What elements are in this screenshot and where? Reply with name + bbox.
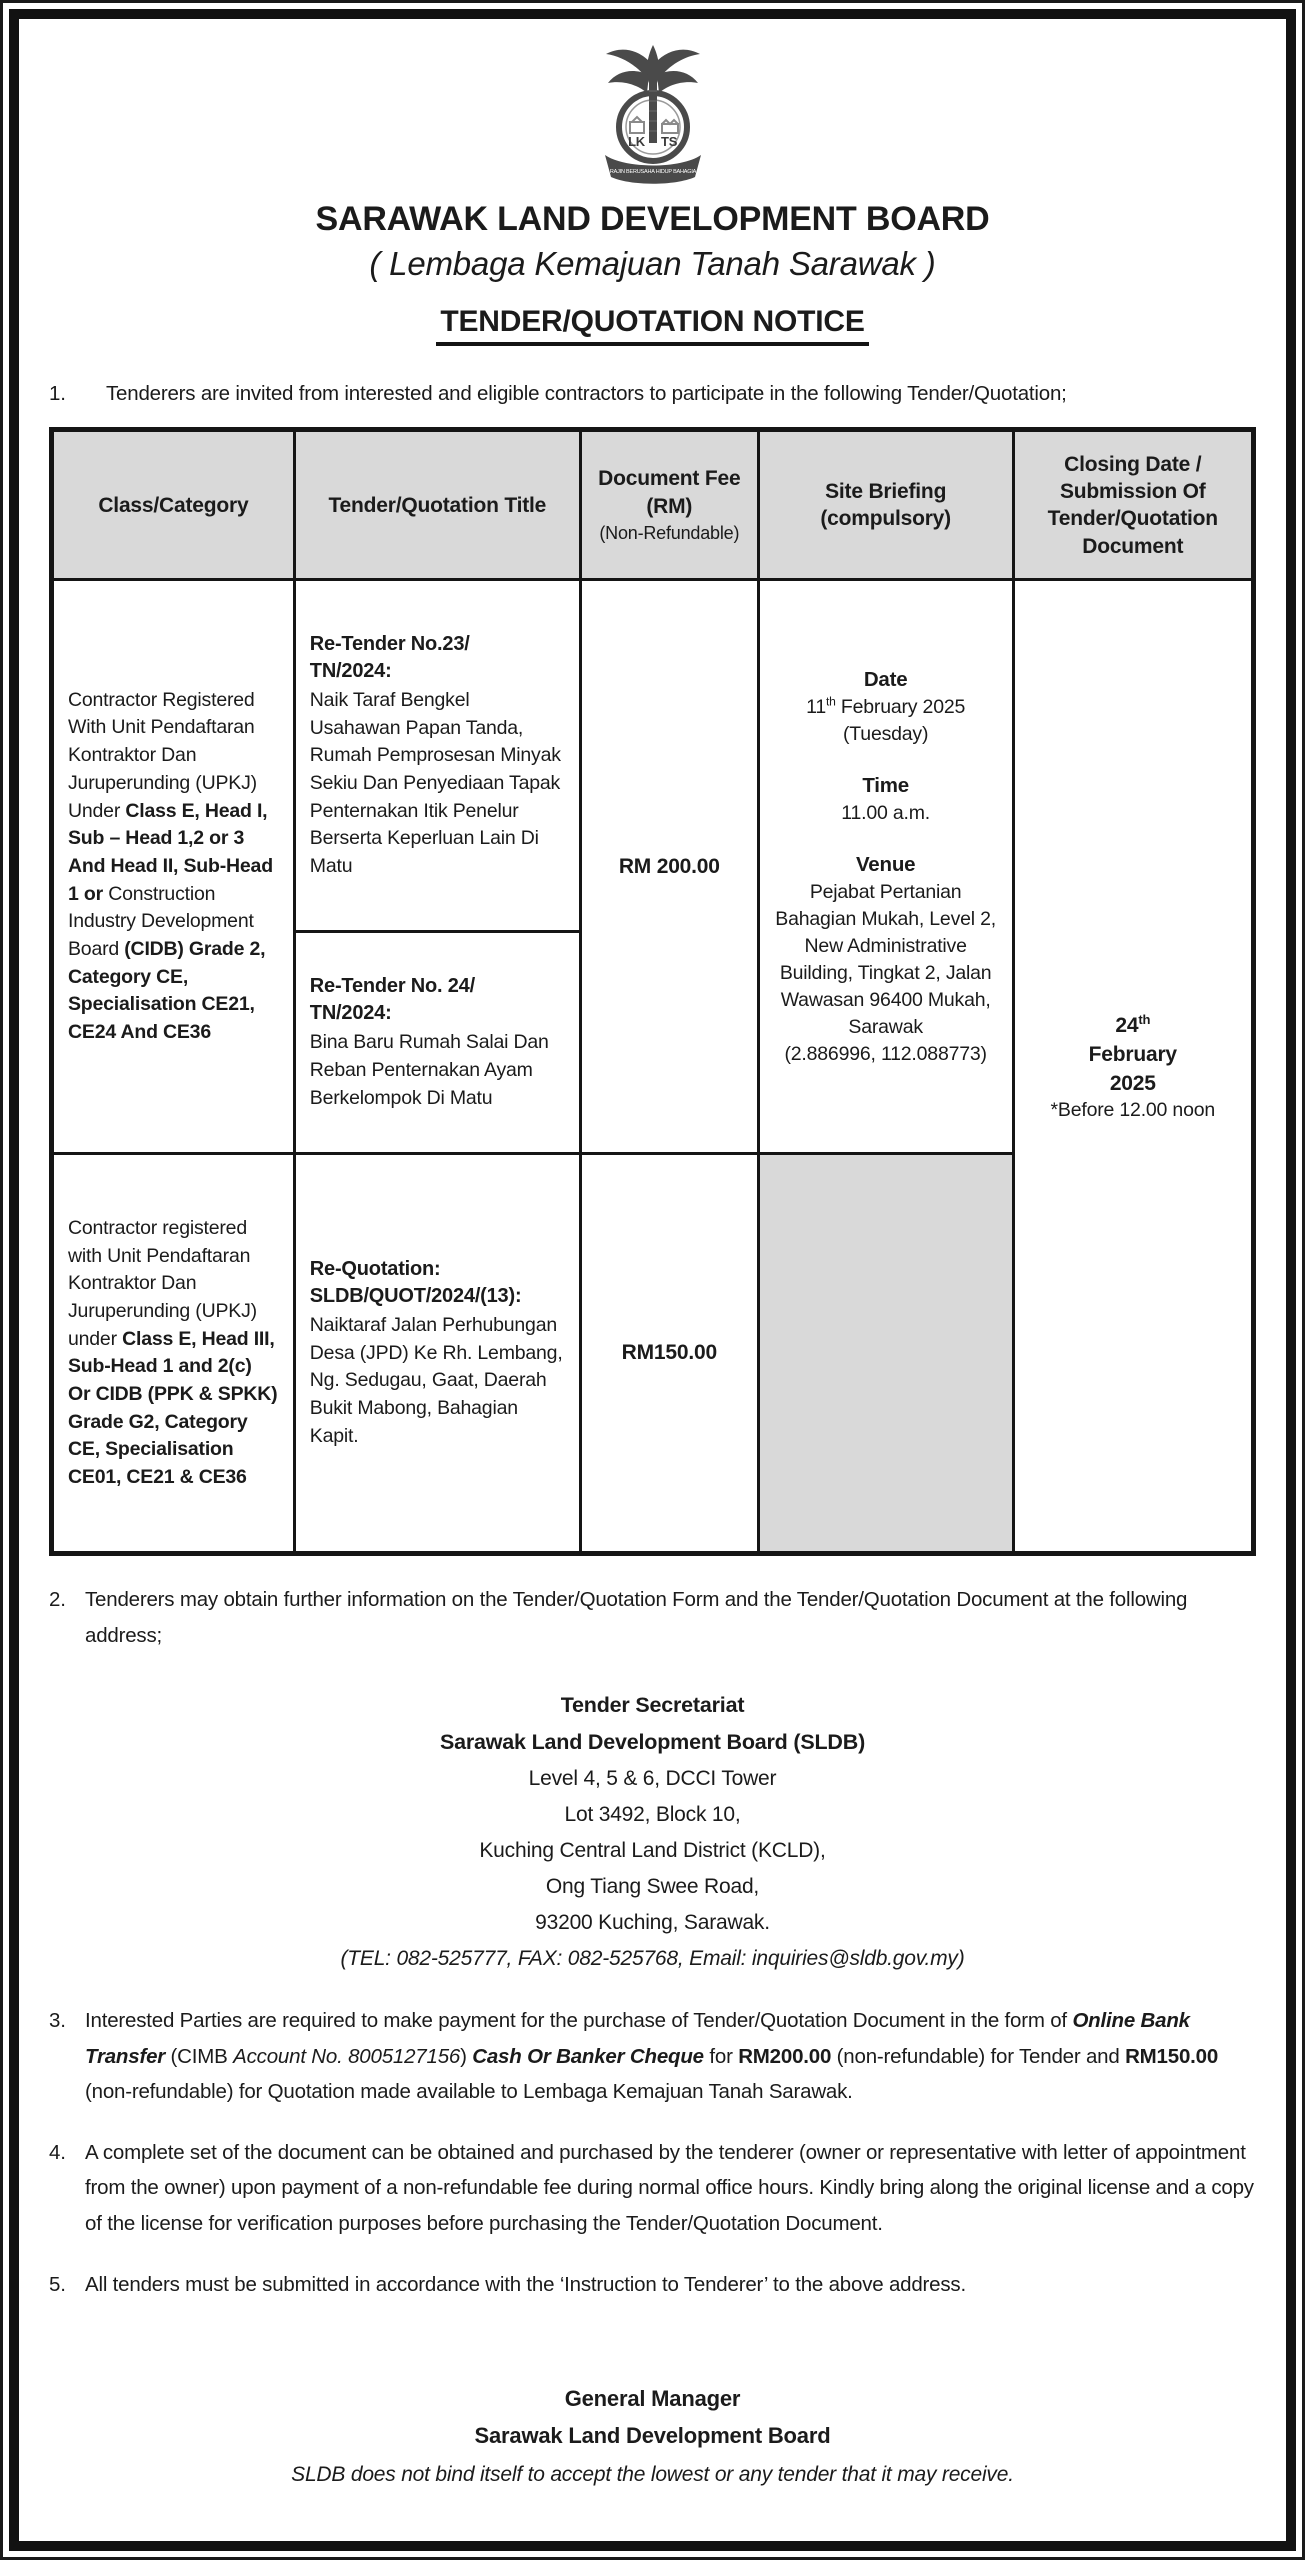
item3-paren-close: ) [460, 2044, 473, 2068]
item4-text: A complete set of the document can be obtained and purchased by the tenderer (owner or representative with letter of appointment from the owner) upon payment of a non-refundable fee during normal office hours. Kindly bring along the original license and a copy of the license for verification purposes before purchasing the Tender/Quotation Document. [85, 2141, 1254, 2235]
sldb-logo [593, 43, 713, 196]
retender24-description: Bina Baru Rumah Salai Dan Reban Penternakan Ayam Berkelompok Di Matu [309, 1031, 549, 1109]
footer-signatory-org: Sarawak Land Development Board [474, 2423, 831, 2449]
class1-bold2: (CIDB) Grade 2, Category CE, Specialisation CE21, CE24 And CE36 [68, 937, 266, 1044]
date-rest: February 2025 [835, 696, 966, 719]
intro-item [49, 376, 1256, 411]
table-header-row [52, 430, 1254, 580]
footer-signatory-title: General Manager [564, 2386, 741, 2412]
briefing-time-value: 11.00 a.m. [841, 802, 930, 825]
briefing-venue-value: Pejabat Pertanian Bahagian Mukah, Level 2, New Administrative Building, Tingkat 2, Jalan Wawasan 96400 Mukah, Sarawak [775, 881, 996, 1038]
closing-month: February [1088, 1043, 1177, 1067]
item3-cash-cheque: Cash Or Banker Cheque [472, 2044, 704, 2068]
class-category-cell-2 [52, 1154, 295, 1554]
item2-text: Tenderers may obtain further information on the Tender/Quotation Form and the Tender/Quotation Document at the following address; [85, 1588, 1188, 1647]
col-header-document-fee [580, 430, 758, 580]
closing-note: *Before 12.00 noon [1050, 1098, 1216, 1121]
briefing-time-label: Time [862, 773, 909, 797]
title-cell-retender-23 [294, 580, 580, 932]
address-line: Lot 3492, Block 10, [564, 1802, 741, 1826]
briefing-date-block [770, 666, 1002, 748]
date-day: 11 [806, 696, 826, 719]
retender24-ref2: TN/2024: [309, 1002, 392, 1025]
class1-text2: Construction Industry Development Board [68, 882, 254, 960]
item-number: 5. [49, 2272, 66, 2296]
briefing-date-label: Date [863, 667, 908, 691]
requotation-ref1: Re-Quotation: [309, 1258, 441, 1281]
retender23-ref2: TN/2024: [309, 659, 392, 682]
item3-fee-quotation: RM150.00 [1125, 2044, 1219, 2068]
requotation-description: Naiktaraf Jalan Perhubungan Desa (JPD) Ke Rh. Lembang, Ng. Sedugau, Gaat, Daerah Bukit Mabong, Bahagian Kapit. [309, 1314, 563, 1447]
briefing-weekday: (Tuesday) [843, 722, 929, 745]
address-line: Kuching Central Land District (KCLD), [479, 1838, 826, 1862]
retender24-ref1: Re-Tender No. 24/ [309, 975, 475, 998]
item5-text: All tenders must be submitted in accordance with the ‘Instruction to Tenderer’ to the above address. [85, 2272, 966, 2296]
item3-paren-open: (CIMB [165, 2044, 234, 2068]
logo-monogram-left: LK [627, 134, 645, 149]
briefing-date-value [770, 694, 1002, 721]
address-line: Level 4, 5 & 6, DCCI Tower [528, 1766, 777, 1790]
item-number: 4. [49, 2141, 66, 2165]
col-header-site-briefing [758, 430, 1013, 580]
class2-bold: Class E, Head III, Sub-Head 1 and 2(c) Or CIDB (PPK & SPKK) Grade G2, Category CE, Specialisation CE01, CE21 & CE36 [68, 1327, 278, 1488]
item3-tail: (non-refundable) for Quotation made available to Lembaga Kemajuan Tanah Sarawak. [85, 2079, 853, 2103]
fee-header-line2: (RM) [646, 494, 693, 518]
item3-mid: (non-refundable) for Tender and [831, 2044, 1126, 2068]
address-secretariat: Tender Secretariat [560, 1692, 745, 1717]
address-org: Sarawak Land Development Board (SLDB) [439, 1729, 866, 1754]
closing-date-cell [1013, 580, 1253, 1554]
fee-header-line1: Document Fee [598, 467, 741, 491]
org-name-native: ( Lembaga Kemajuan Tanah Sarawak ) [369, 245, 936, 282]
intro-text: Tenderers are invited from interested and eligible contractors to participate in the following Tender/Quotation; [106, 382, 1067, 405]
document-footer [49, 2380, 1256, 2492]
item-4 [49, 2135, 1256, 2241]
requotation-ref2: SLDB/QUOT/2024/(13): [309, 1285, 522, 1308]
class2-text: Contractor registered with Unit Pendaftaran Kontraktor Dan Juruperunding (UPKJ) under [68, 1216, 257, 1350]
item-5 [49, 2267, 1256, 2302]
closing-day [1023, 1011, 1243, 1040]
logo-monogram-right: TS [660, 134, 677, 149]
item3-lead: Interested Parties are required to make payment for the purchase of Tender/Quotation Document in the form of [85, 2009, 1073, 2033]
closing-day-ordinal: th [1138, 1011, 1151, 1027]
tender-table [49, 427, 1256, 1556]
org-name: SARAWAK LAND DEVELOPMENT BOARD [315, 200, 990, 238]
palm-tree-emblem-icon [593, 43, 713, 191]
site-briefing-cell [758, 580, 1013, 1154]
retender23-ref1: Re-Tender No.23/ [309, 632, 470, 655]
item-2 [49, 1582, 1256, 1653]
class1-bold: Class E, Head I, Sub – Head 1,2 or 3 And Head II, Sub-Head 1 or [68, 799, 273, 905]
address-contact: (TEL: 082-525777, FAX: 082-525768, Email: inquiries@sldb.gov.my) [340, 1947, 965, 1971]
footer-disclaimer: SLDB does not bind itself to accept the lowest or any tender that it may receive. [291, 2462, 1014, 2486]
table-row [52, 580, 1254, 932]
closing-year: 2025 [1109, 1072, 1156, 1096]
title-cell-retender-24 [294, 932, 580, 1154]
notice-title: TENDER/QUOTATION NOTICE [436, 305, 868, 346]
document-header [49, 43, 1256, 346]
item3-for: for [703, 2044, 739, 2068]
col-header-closing-date: Closing Date / Submission Of Tender/Quotation Document [1013, 430, 1253, 580]
item-number: 3. [49, 2009, 66, 2033]
item-3 [49, 2003, 1256, 2109]
class1-text: Contractor Registered With Unit Pendaftaran Kontraktor Dan Juruperunding (UPKJ) Under [68, 688, 257, 822]
document-frame [9, 9, 1296, 2551]
date-ordinal: th [826, 694, 836, 709]
fee-cell-quotation: RM150.00 [580, 1154, 758, 1554]
title-cell-requotation-13 [294, 1154, 580, 1554]
class-category-cell-1 [52, 580, 295, 1154]
logo-motto: RAJIN BERUSAHA HIDUP BAHAGIA [609, 169, 696, 175]
brief-header-line2: (compulsory) [820, 507, 951, 531]
briefing-time-block [770, 772, 1002, 827]
address-block [49, 1687, 1256, 1978]
briefing-venue-block [770, 851, 1002, 1068]
item3-account: Account No. 8005127156 [233, 2044, 461, 2068]
retender23-description: Naik Taraf Bengkel Usahawan Papan Tanda, Rumah Pemprosesan Minyak Sekiu Dan Penyediaan Tapak Penternakan Itik Penelur Berserta Keperluan Lain Di Matu [309, 688, 561, 877]
briefing-venue-coords: (2.886996, 112.088773) [784, 1042, 987, 1065]
address-line: 93200 Kuching, Sarawak. [535, 1911, 770, 1935]
item-number: 2. [49, 1588, 66, 1612]
site-briefing-empty-cell [758, 1154, 1013, 1554]
fee-cell-tender: RM 200.00 [580, 580, 758, 1154]
brief-header-line1: Site Briefing [825, 479, 947, 503]
item3-fee-tender: RM200.00 [738, 2044, 832, 2068]
closing-day-number: 24 [1115, 1013, 1139, 1037]
briefing-venue-label: Venue [855, 853, 916, 877]
col-header-class-category: Class/Category [52, 430, 295, 580]
item-number: 1. [49, 382, 66, 405]
item3-online-transfer: Online Bank Transfer [85, 2009, 1190, 2068]
address-line: Ong Tiang Swee Road, [545, 1875, 760, 1899]
fee-header-line3: (Non-Refundable) [599, 522, 740, 543]
col-header-title: Tender/Quotation Title [294, 430, 580, 580]
